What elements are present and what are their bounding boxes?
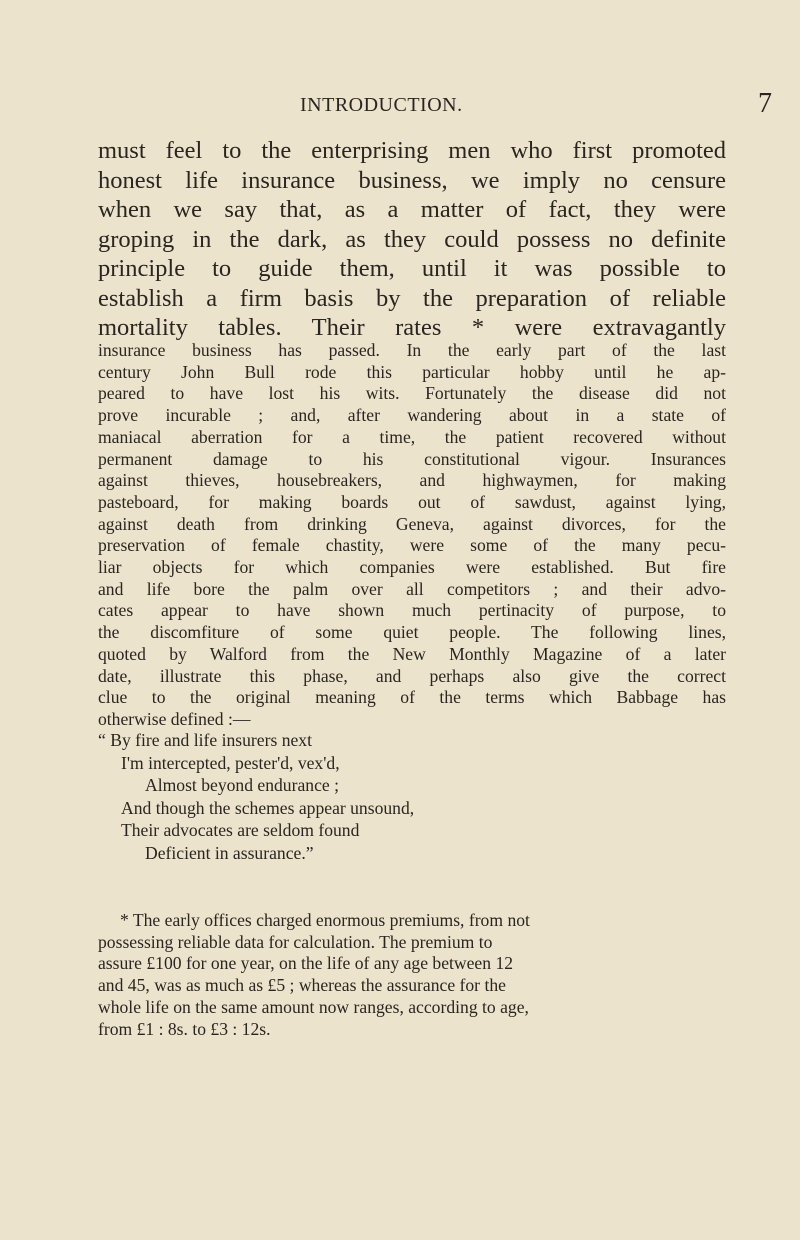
- body-line: honest life insurance business, we imply no censure: [98, 166, 726, 194]
- body-line: must feel to the enterprising men who first promoted: [98, 137, 726, 164]
- small-line: insurance business has passed. In the early part of the last: [98, 340, 726, 360]
- body-line: establish a firm basis by the preparation of reliable: [98, 284, 726, 312]
- verse-line: “ By fire and life insurers next: [98, 730, 312, 750]
- small-line: the discomfiture of some quiet people. The following lines,: [98, 622, 726, 643]
- small-line: liar objects for which companies were established. But fire: [98, 557, 726, 578]
- main-paragraph: [98, 136, 726, 343]
- footnote-line: from £1 : 8s. to £3 : 12s.: [98, 1018, 271, 1039]
- small-line: clue to the original meaning of the terms which Babbage has: [98, 687, 726, 708]
- small-line: pasteboard, for making boards out of sawdust, against lying,: [98, 491, 726, 512]
- footnote-line: whole life on the same amount now ranges, according to age,: [98, 996, 529, 1017]
- footnote-line: possessing reliable data for calculation. The premium to: [98, 931, 493, 952]
- footnote: [98, 910, 726, 1040]
- small-line: date, illustrate this phase, and perhaps also give the correct: [98, 665, 726, 686]
- body-line: principle to guide them, until it was possible to: [98, 255, 726, 282]
- verse-line: And though the schemes appear unsound,: [121, 798, 415, 818]
- body-line: mortality tables. Their rates * were extravagantly: [98, 314, 726, 341]
- footnote-line: and 45, was as much as £5 ; whereas the assurance for the: [98, 975, 506, 996]
- small-line: preservation of female chastity, were some of the many pecu-: [98, 535, 726, 556]
- body-line: groping in the dark, as they could possess no definite: [98, 225, 726, 253]
- verse-line: Their advocates are seldom found: [121, 820, 360, 840]
- page-header: [0, 88, 800, 124]
- footnote-line: assure £100 for one year, on the life of any age between 12: [98, 953, 514, 974]
- small-line: quoted by Walford from the New Monthly Magazine of a later: [98, 643, 726, 664]
- body-line: when we say that, as a matter of fact, they were: [98, 196, 726, 223]
- verse-block: [0, 730, 800, 863]
- small-line: prove incurable ; and, after wandering about in a state of: [98, 405, 726, 426]
- small-line: otherwise defined :—: [98, 708, 251, 729]
- page-number: 7: [758, 88, 772, 119]
- running-title: INTRODUCTION.: [300, 94, 463, 116]
- small-line: against thieves, housebreakers, and highwaymen, for making: [98, 470, 726, 491]
- verse-line: Almost beyond endurance ;: [145, 775, 339, 795]
- small-line: against death from drinking Geneva, against divorces, for the: [98, 513, 726, 534]
- small-line: cates appear to have shown much pertinacity of purpose, to: [98, 600, 726, 621]
- footnote-line: * The early offices charged enormous premiums, from not: [120, 910, 530, 930]
- small-line: century John Bull rode this particular hobby until he ap-: [98, 361, 726, 382]
- verse-line: Deficient in assurance.”: [145, 843, 314, 863]
- small-line: peared to have lost his wits. Fortunately the disease did not: [98, 383, 726, 404]
- continued-paragraph: [98, 340, 726, 731]
- small-line: permanent damage to his constitutional vigour. Insurances: [98, 448, 726, 469]
- small-line: maniacal aberration for a time, the patient recovered without: [98, 426, 726, 447]
- verse-line: I'm intercepted, pester'd, vex'd,: [121, 753, 340, 773]
- small-line: and life bore the palm over all competitors ; and their advo-: [98, 578, 726, 599]
